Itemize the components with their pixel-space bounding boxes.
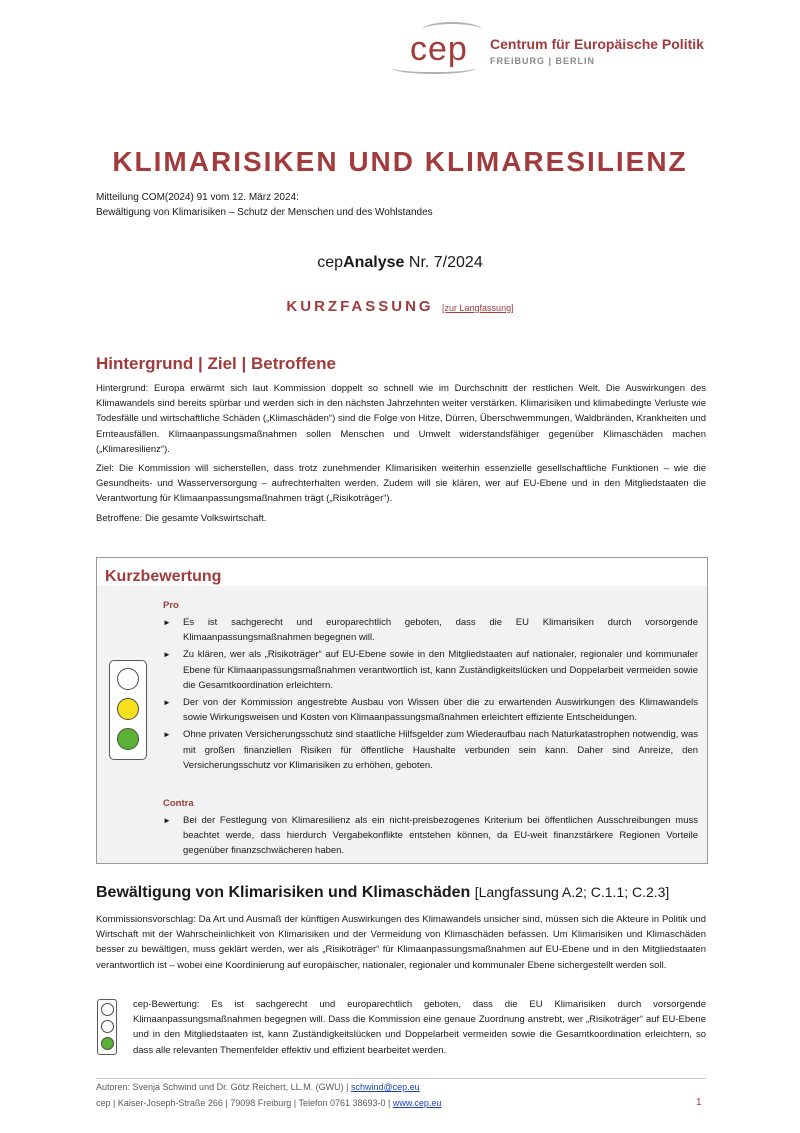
contra-item: ► Bei der Festlegung von Klimaresilienz als ein nicht-preisbezogenes Kriterium bei öffentlichen Ausschreibungen muss beachtet werde, dass hierdurch Vergabekonflikte entstehen können, da EU-weit finanzstärkere Regionen Vorteile gegenüber finanzschwächeren haben. [163, 813, 698, 859]
small-light-green-icon [101, 1037, 114, 1050]
betroffene-text: Betroffene: Die gesamte Volkswirtschaft. [96, 512, 267, 524]
logo-swoosh-icon [392, 62, 476, 74]
footer-divider [96, 1078, 706, 1079]
org-sub: FREIBURG | BERLIN [490, 56, 596, 66]
ziel-text: Ziel: Die Kommission will sicherstellen, dass trotz zunehmender Klimarisiken weiterhin essenzielle gesellschaftliche Funktionen – wie die Gesundheits- und Wasserversorgung – aufrechterhalten werden. Zudem will sie klären, wer auf EU-Ebene und in den Mitgliedstaaten die Verantwortung für Klimaanpassungsmaßnahmen trägt („Risikoträger“). [96, 463, 706, 505]
contra-label: Contra [163, 798, 194, 809]
subtitle-line-1: Mitteilung COM(2024) 91 vom 12. März 2024: [96, 192, 299, 203]
logo-text: cep [410, 30, 468, 68]
kurzfassung-heading: KURZFASSUNG [286, 298, 434, 315]
light-green-icon [117, 728, 139, 750]
small-light-middle-icon [101, 1020, 114, 1033]
analyse-rest: Nr. 7/2024 [404, 254, 483, 271]
footer-authors [96, 1082, 420, 1092]
footer-web-link[interactable]: www.cep.eu [392, 1098, 442, 1108]
footer-authors-text: Autoren: Svenja Schwind und Dr. Götz Reichert, LL.M. (GWU) | [96, 1082, 351, 1092]
page-title: KLIMARISIKEN UND KLIMARESILIENZ [112, 146, 688, 177]
org-name: Centrum für Europäische Politik [490, 36, 704, 52]
analyse-bold: Analyse [343, 254, 405, 271]
light-white-icon [117, 668, 139, 690]
pro-item: ► Ohne privaten Versicherungsschutz sind staatliche Hilfsgelder zum Wiederaufbau nach Naturkatastrophen notwendig, was mit großen finanziellen Risiken für öffentliche Haushalte verbunden sein kann. Daher sind Anreize, den Versicherungsschutz vor Klimarisiken zu erhöhen, geboten. [163, 727, 698, 773]
section2-title: Bewältigung von Klimarisiken und Klimaschäden [96, 884, 471, 901]
contra-list [163, 813, 698, 861]
traffic-light-icon [109, 660, 147, 760]
pro-item: ► Der von der Kommission angestrebte Ausbau von Wissen über die zu erwartenden Auswirkungen des Klimawandels sowie Wirkungsweisen und Kosten von Klimaanpassungsmaßnahmen erleichtert effiziente Entscheidungen. [163, 695, 698, 725]
kurzbewertung-box [96, 557, 708, 864]
subtitle-line-2: Bewältigung von Klimarisiken – Schutz der Menschen und des Wohlstandes [96, 207, 433, 218]
cep-logo [392, 24, 722, 80]
kurzfassung-header [0, 298, 800, 316]
cep-bewertung-text: cep-Bewertung: Es ist sachgerecht und europarechtlich geboten, dass die EU Klimarisiken durch vorsorgende Klimaanpassungsmaßnahmen begegnen will. Dass die Kommission eine genaue Zuordnung anstrebt, wer „Risikoträger“ auf EU-Ebene und in den Mitgliedstaaten ist, kann Zuständigkeitslücken und Doppelarbeit vermeiden sowie die Gesamtkoordination erleichtern, so dass alle relevanten Themenfelder effektiv und effizient bearbeitet werden. [133, 999, 706, 1056]
footer-address-text: cep | Kaiser-Joseph-Straße 266 | 79098 Freiburg | Telefon 0761 38693-0 | [96, 1098, 393, 1108]
pro-label: Pro [163, 600, 179, 611]
pro-item: ► Zu klären, wer als „Risikoträger“ auf EU-Ebene sowie in den Mitgliedstaaten auf nationaler, regionaler und kommunaler Ebene für Klimaanpassungsmaßnahmen verantwortlich ist, kann Zuständigkeitslücken und Doppelarbeit vermeiden sowie die Gesamtkoordination erleichtern. [163, 647, 698, 693]
kurzbewertung-heading: Kurzbewertung [105, 568, 222, 585]
analyse-prefix: cep [317, 254, 344, 271]
kommissionsvorschlag-text: Kommissionsvorschlag: Da Art und Ausmaß der künftigen Auswirkungen des Klimawandels unsicher sind, müssen sich die Akteure in Politik und Wirtschaft mit der Wahrscheinlichkeit von Klimarisiken und der Vermeidung von Klimaschäden befassen. Um Klimarisiken und Klimaschäden besser zu bewältigen, muss geklärt werden, wer als „Risikoträger“ für Klimaanpassungsmaßnahmen auf EU-Ebene und in den Mitgliedstaaten verantwortlich ist – wobei eine Koordinierung auf europäischer, nationaler, regionaler und kommunaler Ebene sichergestellt werden soll. [96, 914, 706, 971]
section-hintergrund-body [96, 381, 706, 530]
traffic-light-small-icon [97, 999, 117, 1055]
section2-ref: [Langfassung A.2; C.1.1; C.2.3] [474, 884, 670, 900]
pro-item: ► Es ist sachgerecht und europarechtlich geboten, dass die EU Klimarisiken durch vorsorgende Klimaanpassungsmaßnahmen begegnen will. [163, 615, 698, 645]
section-heading-bewaeltigung [96, 884, 669, 902]
langfassung-link[interactable]: [zur Langfassung] [442, 303, 514, 313]
pro-list [163, 615, 698, 775]
small-light-white-icon [101, 1003, 114, 1016]
analyse-number [0, 254, 800, 272]
light-yellow-icon [117, 698, 139, 720]
page-number: 1 [696, 1097, 702, 1108]
hintergrund-text: Hintergrund: Europa erwärmt sich laut Kommission doppelt so schnell wie im Durchschnitt der restlichen Welt. Die Auswirkungen des Klimawandels sind bereits spürbar und werden sich in den nächsten Jahrzehnten weiter verstärken. Klimarisiken und klimabedingte Verluste wie Todesfälle und wirtschaftliche Schäden („Klimaschäden“) sind die Folge von Hitze, Dürren, Überschwemmungen, Waldbränden, Krankheiten und Ernteausfällen. Klimaanpassungsmaßnahmen sollen Menschen und Umwelt widerstandsfähiger gegenüber Klimaschäden machen („Klimaresilienz“). [96, 383, 706, 455]
section-heading-hintergrund: Hintergrund | Ziel | Betroffene [96, 354, 336, 373]
footer-email-link[interactable]: schwind@cep.eu [350, 1082, 420, 1092]
footer-address [96, 1098, 441, 1108]
